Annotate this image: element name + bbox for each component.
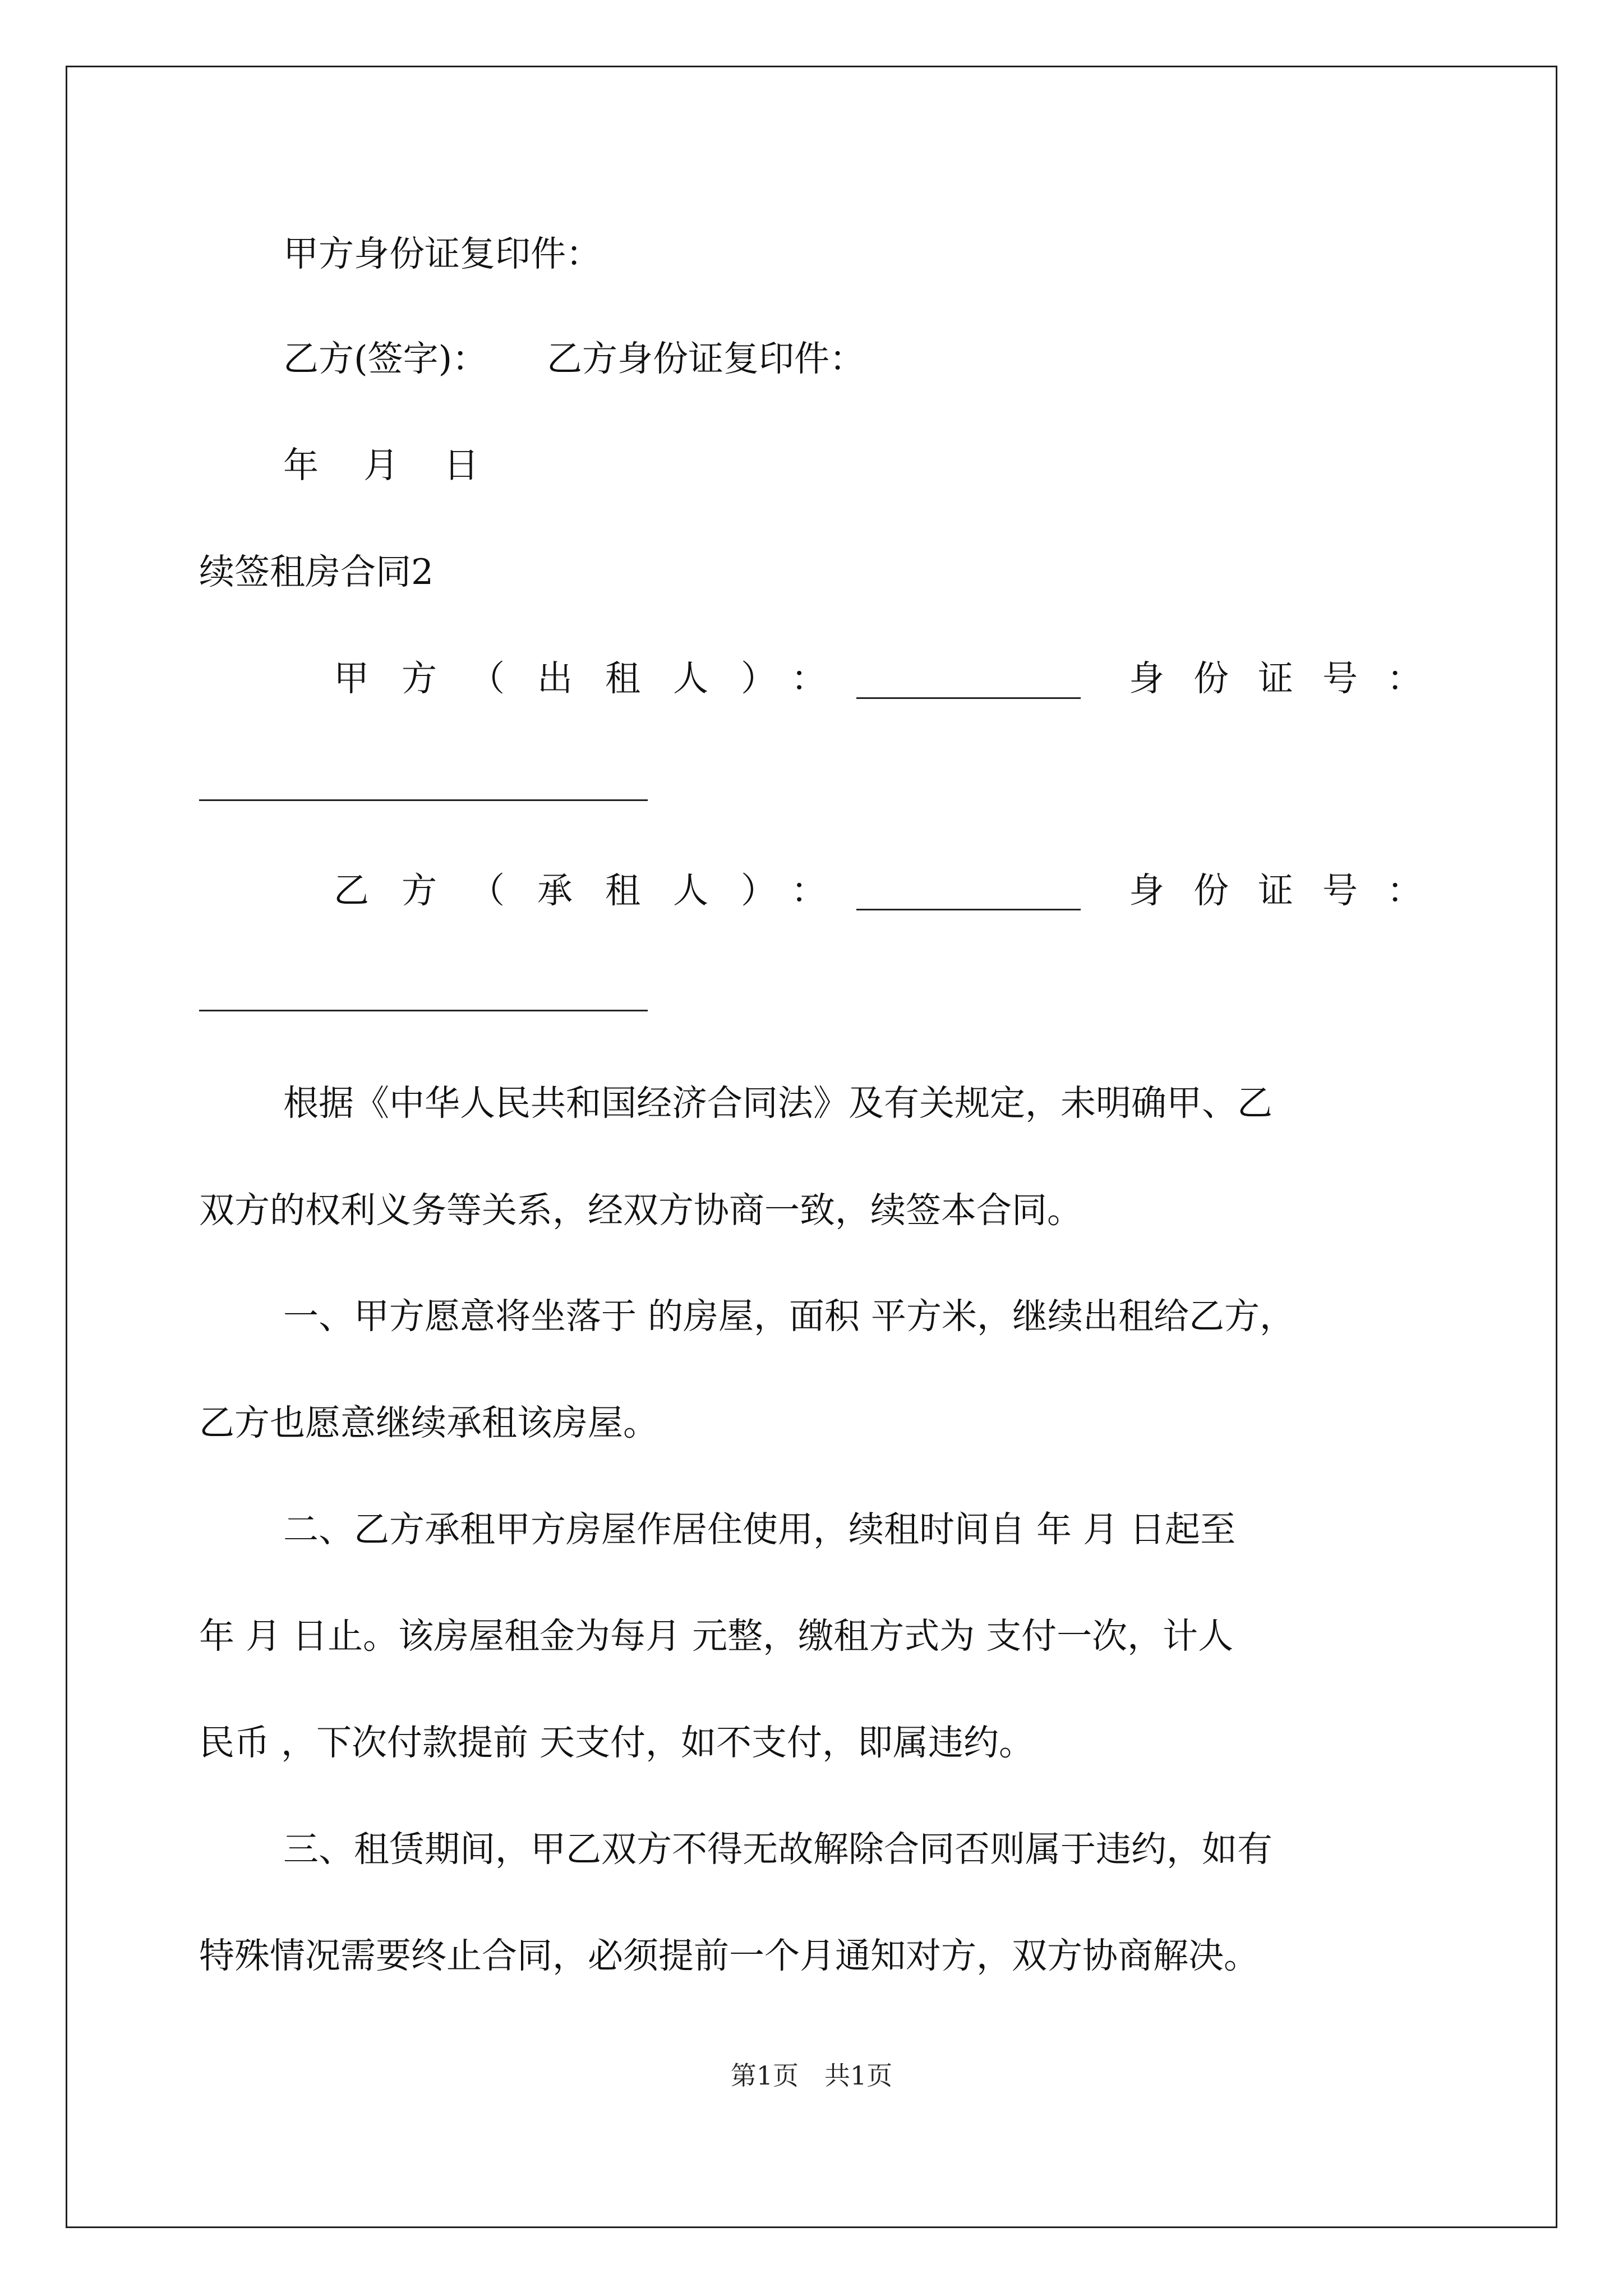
party-b-sign-label: 乙方(签字)：	[283, 338, 488, 379]
party-a-id-label: 身份证号：	[1129, 658, 1451, 699]
clause-1-line-1: 一、甲方愿意将坐落于 的房屋，面积 平方米，继续出租给乙方，	[283, 1296, 1295, 1337]
party-a-id-copy-label: 甲方身份证复印件：	[283, 233, 601, 274]
preamble-line-2: 双方的权利义务等关系，经双方协商一致，续签本合同。	[199, 1190, 1082, 1231]
clause-3-line-1: 三、租赁期间，甲乙双方不得无故解除合同否则属于违约，如有	[283, 1829, 1272, 1870]
party-b-id-label: 身份证号：	[1129, 870, 1451, 911]
clause-3-line-2: 特殊情况需要终止合同，必须提前一个月通知对方，双方协商解决。	[199, 1935, 1259, 1976]
party-a-id-blank	[199, 799, 648, 801]
clause-1-line-2: 乙方也愿意继续承租该房屋。	[199, 1402, 658, 1443]
party-b-id-copy-label: 乙方身份证复印件：	[547, 338, 865, 379]
page-footer: 第1页 共1页	[730, 2060, 893, 2091]
clause-2-line-2: 年 月 日止。该房屋租金为每月 元整，缴租方式为 支付一次，计人	[199, 1616, 1234, 1657]
clause-2-line-1: 二、乙方承租甲方房屋作居住使用，续租时间自 年 月 日起至	[283, 1509, 1236, 1550]
clause-2-line-3: 民币 ，下次付款提前 天支付，如不支付，即属违约。	[199, 1722, 1035, 1763]
contract-title: 续签租房合同2	[199, 551, 434, 592]
preamble-line-1: 根据《中华人民共和国经济合同法》及有关规定，未明确甲、乙	[283, 1083, 1272, 1124]
party-b-label: 乙方（承租人）：	[334, 870, 859, 911]
page-border	[66, 66, 1557, 2228]
date-line: 年 月 日	[283, 445, 496, 486]
party-b-id-blank	[199, 1010, 648, 1011]
party-a-name-blank	[856, 697, 1081, 699]
party-a-label: 甲方（出租人）：	[334, 658, 859, 699]
party-b-name-blank	[856, 909, 1081, 910]
